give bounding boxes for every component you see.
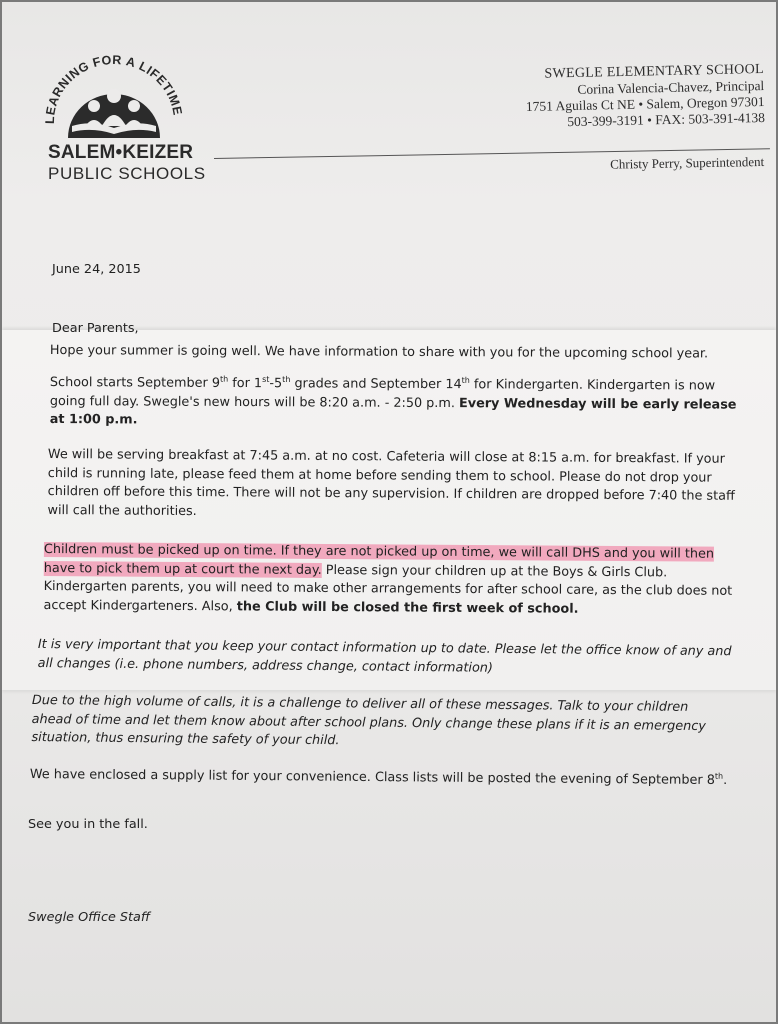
paragraph-pickup — [43, 541, 743, 620]
logo-arc-text: LEARNING FOR A LIFETIME — [42, 54, 185, 125]
p2-sup1: th — [219, 374, 229, 384]
letter-salutation: Dear Parents, — [52, 321, 139, 336]
paragraph-closing: See you in the fall. — [28, 817, 148, 832]
p4-club-closed: the Club will be closed the first week of school. — [236, 598, 579, 617]
logo-district-name — [48, 142, 208, 184]
p2-text-a: School starts September 9 — [49, 375, 221, 391]
p7-text-a: We have enclosed a supply list for your convenience. Class lists will be posted the evening of September 8 — [29, 766, 715, 788]
p2-text-b: for 1 — [228, 375, 263, 392]
p2-sup2: st — [262, 374, 270, 384]
p7-text-b: . — [723, 773, 728, 789]
p2-text-e: for Kindergarten. Kindergarten is now going full day. Swegle's new hours will be 8:20 a.m. - 2:50 p.m. — [49, 377, 716, 411]
school-phone-fax: 503-399-3191 • FAX: 503-391-4138 — [567, 109, 766, 130]
superintendent-name: Christy Perry, Superintendent — [609, 154, 765, 172]
p2-text-c: -5 — [269, 376, 283, 392]
school-address: 1751 Aguilas Ct NE • Salem, Oregon 97301 — [526, 93, 765, 114]
paragraph-school-start — [50, 374, 750, 433]
school-name: SWEGLE ELEMENTARY SCHOOL — [544, 62, 765, 82]
logo-name-line2: PUBLIC SCHOOLS — [48, 164, 206, 183]
principal-name: Corina Valencia-Chavez, Principal — [577, 77, 765, 97]
paragraph-breakfast: We will be serving breakfast at 7:45 a.m. at no cost. Cafeteria will close at 8:15 a.m. for breakfast. If your child is running late, please feed them at home before sending them to school. Please do not drop your children off before this time. There will not be any supervision. If children are dropped before 7:40 the staff will call the authorities. — [47, 446, 735, 519]
letter-signature: Swegle Office Staff — [28, 910, 151, 925]
p2-early-release: Every Wednesday will be early release at 1:00 p.m. — [49, 395, 737, 428]
letterhead-address — [525, 62, 765, 131]
p2-text-d: grades and September 14 — [290, 376, 462, 393]
paragraph-summer: Hope your summer is going well. We have information to share with you for the upcoming school year. — [49, 343, 709, 362]
p7-sup: th — [714, 771, 724, 781]
paragraph-supply-list — [30, 766, 730, 791]
pickup-highlight: Children must be picked up on time. If they are not picked up on time, we will call DHS and you will then have to pick them up at court the next day. — [43, 542, 715, 578]
p2-sup3: th — [282, 374, 291, 384]
letter-page — [2, 2, 776, 1022]
letter-date: June 24, 2015 — [52, 262, 141, 277]
paragraph-calls: Due to the high volume of calls, it is a challenge to deliver all of these messages. Talk to your children ahead of time and let them know about after school plans. Only change these plans if it is an emergency situation, thus ensuring the safety of your child. — [31, 692, 706, 749]
logo-name-line1: SALEM•KEIZER — [48, 142, 194, 163]
p2-sup4: th — [461, 375, 470, 385]
p4-text-rest: Please sign your children up at the Boys & Girls Club. Kindergarten parents, you will need to make other arrangements for after school care, as the club does not accept Kindergarteners. Also, — [43, 562, 733, 614]
paragraph-contact-info: It is very important that you keep your contact information up to date. Please let the office know of any and all changes (i.e. phone numbers, address change, contact information) — [37, 636, 732, 676]
